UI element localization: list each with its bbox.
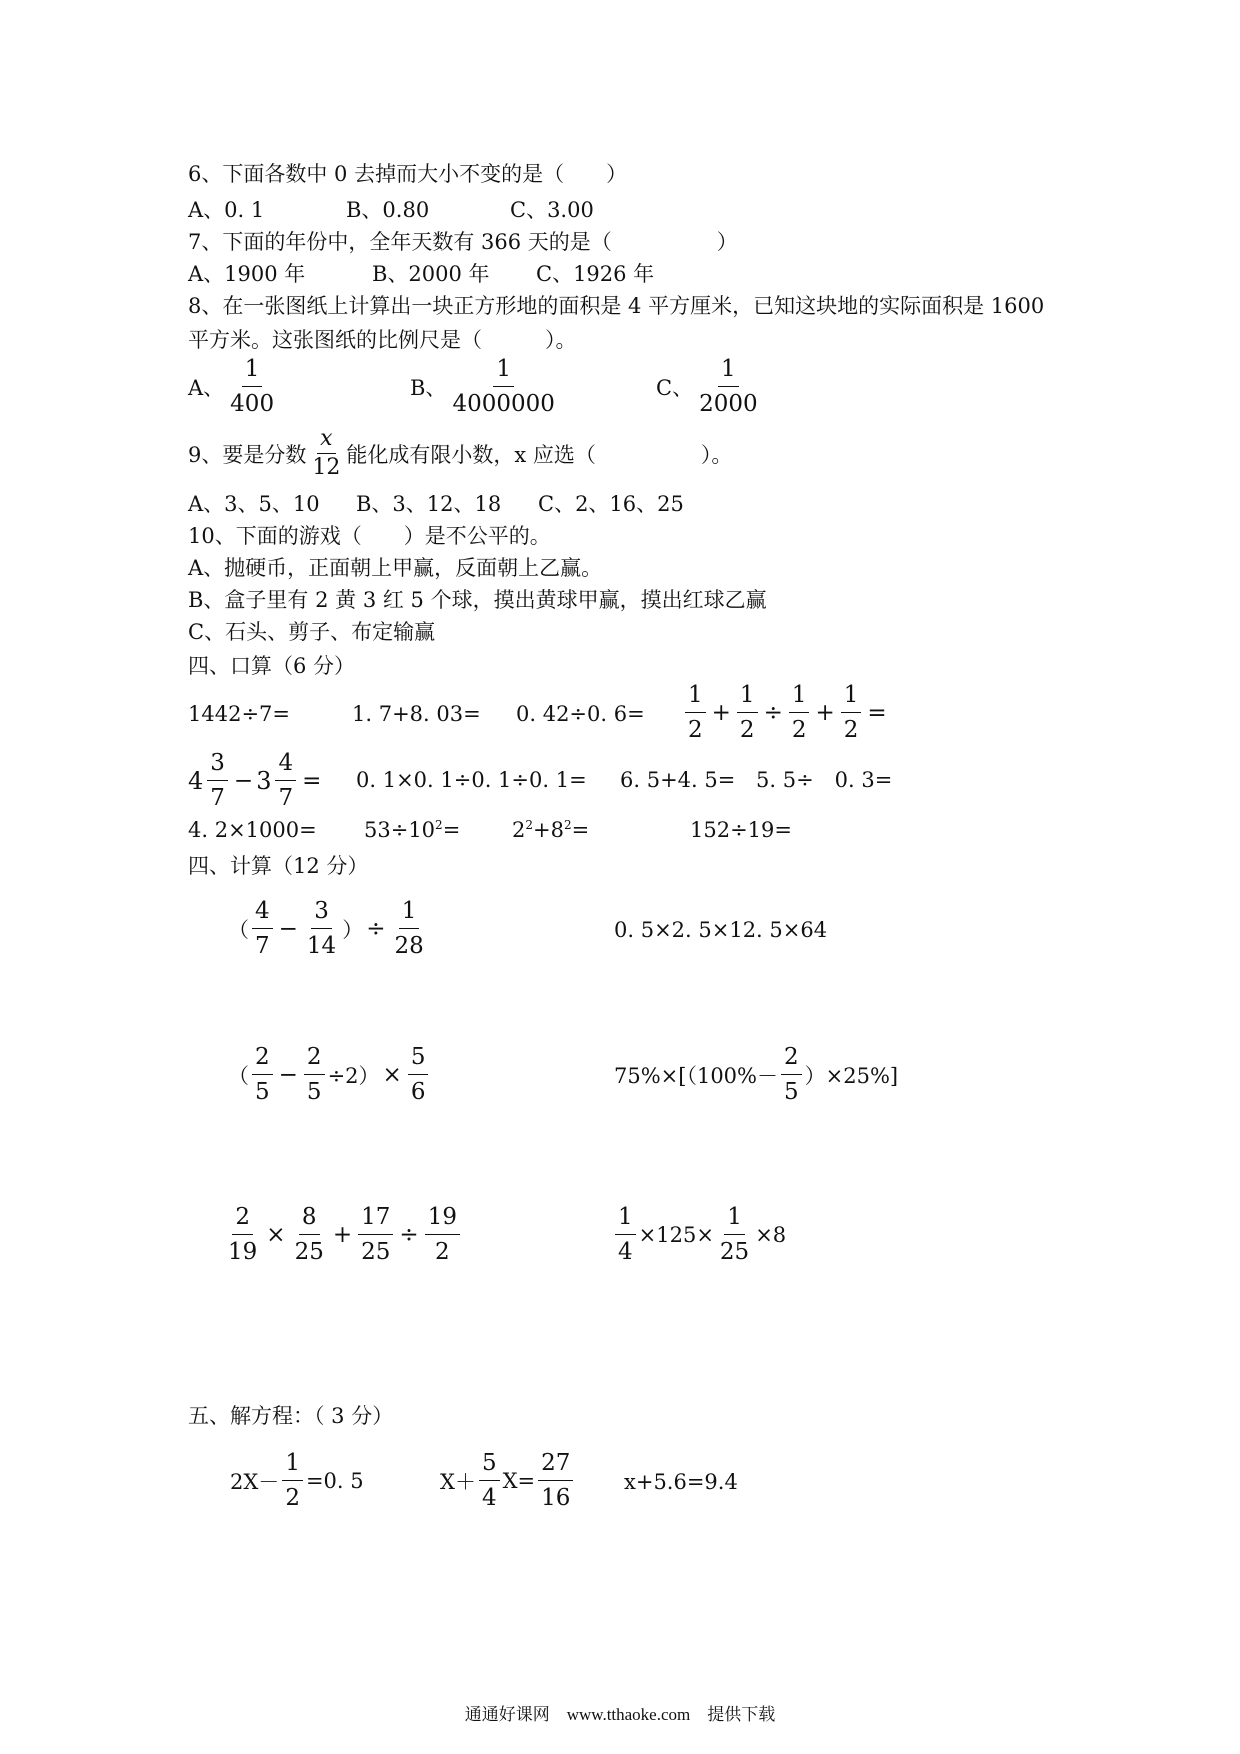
option-label: A、 bbox=[188, 376, 225, 400]
calc-expr-1: （ $\frac{4}{7}$ − $\frac{3}{14}$ ） ÷ $\frac{1}{28}$ bbox=[228, 898, 424, 959]
q9-stem: 9、要是分数 $\frac{x}{12}$ 能化成有限小数，x 应选（ ）。 bbox=[188, 426, 733, 480]
q9-option-b: B、3、12、18 bbox=[356, 492, 502, 516]
calc-expr-6: $\frac{1}{4}$ ×125× $\frac{1}{25}$ ×8 bbox=[612, 1206, 786, 1264]
q7-option-c: C、1926 年 bbox=[536, 262, 655, 286]
calc-expr-2: 0. 5×2. 5×12. 5×64 bbox=[614, 918, 828, 942]
eq-1: 2X－ $\frac{1}{2}$ =0. 5 bbox=[230, 1450, 364, 1511]
oral-item: 5. 5÷ 0. 3= bbox=[756, 768, 893, 792]
q7-option-a: A、1900 年 bbox=[188, 262, 306, 286]
eq-3: x+5.6=9.4 bbox=[624, 1470, 738, 1494]
q6-option-c: C、3.00 bbox=[510, 198, 594, 222]
oral-item-halves: $\frac{1}{2}$ + $\frac{1}{2}$ ÷ $\frac{1}{2}$ + $\frac{1}{2}$ = bbox=[682, 684, 890, 742]
option-label: B、 bbox=[410, 376, 447, 400]
oral-item-squares: $2^2+8^2=$ bbox=[512, 818, 590, 842]
q8-stem-line1: 8、在一张图纸上计算出一块正方形地的面积是 4 平方厘米，已知这块地的实际面积是 1600 bbox=[188, 294, 1045, 318]
fraction: $\frac{1}{2000}$ bbox=[699, 356, 758, 417]
oral-item: 1. 7+8. 03= bbox=[352, 702, 481, 726]
option-label: C、 bbox=[656, 376, 694, 400]
fraction: $\frac{1}{4000000}$ bbox=[452, 356, 555, 417]
eq-heading: 五、解方程：（ 3 分） bbox=[188, 1404, 394, 1428]
q8-option-b bbox=[410, 358, 561, 416]
q8-stem-line2: 平方米。这张图纸的比例尺是（ ）。 bbox=[188, 328, 577, 352]
q7-option-b: B、2000 年 bbox=[372, 262, 490, 286]
oral-item-mixed: 4 $\frac{3}{7}$ − 3 $\frac{4}{7}$ = bbox=[188, 750, 322, 811]
q8-option-a bbox=[188, 358, 280, 416]
q10-option-a: A、抛硬币，正面朝上甲赢，反面朝上乙赢。 bbox=[188, 556, 603, 580]
footer-credit: 通通好课网 www.tthaoke.com 提供下载 bbox=[464, 1705, 776, 1724]
fraction: $\frac{1}{400}$ bbox=[230, 356, 275, 417]
q10-option-c: C、石头、剪子、布定输赢 bbox=[188, 620, 436, 644]
calc-expr-3: （ $\frac{2}{5}$ − $\frac{2}{5}$ ÷2） × $\frac{5}{6}$ bbox=[228, 1046, 431, 1104]
calc-heading: 四、计算（12 分） bbox=[188, 854, 369, 878]
q8-option-c bbox=[656, 358, 764, 416]
q6-option-b: B、0.80 bbox=[346, 198, 430, 222]
q6-stem: 6、下面各数中 0 去掉而大小不变的是（ ） bbox=[188, 162, 628, 186]
oral-item: 6. 5+4. 5= bbox=[620, 768, 736, 792]
q10-option-b: B、盒子里有 2 黄 3 红 5 个球，摸出黄球甲赢，摸出红球乙赢 bbox=[188, 588, 767, 612]
oral-item: 0. 1×0. 1÷0. 1÷0. 1= bbox=[356, 768, 587, 792]
q6-option-a: A、0. 1 bbox=[188, 198, 265, 222]
oral-item: 1442÷7= bbox=[188, 702, 290, 726]
q7-stem: 7、下面的年份中，全年天数有 366 天的是（ ） bbox=[188, 230, 738, 254]
oral-item: 152÷19= bbox=[690, 818, 792, 842]
q10-stem: 10、下面的游戏（ ）是不公平的。 bbox=[188, 524, 551, 548]
oral-item: 4. 2×1000= bbox=[188, 818, 317, 842]
calc-expr-4: 75%×[（100%－ $\frac{2}{5}$ ）×25%] bbox=[614, 1044, 899, 1105]
eq-2: X＋ $\frac{5}{4}$ X= $\frac{27}{16}$ bbox=[440, 1452, 576, 1510]
q9-option-c: C、2、16、25 bbox=[538, 492, 684, 516]
fraction-x-over-12: $\frac{x}{12}$ bbox=[312, 426, 341, 480]
calc-expr-5: $\frac{2}{19}$ × $\frac{8}{25}$ + $\frac{17}{25}$ ÷ $\frac{19}{2}$ bbox=[222, 1206, 463, 1264]
q9-option-a: A、3、5、10 bbox=[188, 492, 320, 516]
oral-item: 0. 42÷0. 6= bbox=[516, 702, 645, 726]
oral-item-power: $53\div 10^2=$ bbox=[364, 818, 461, 842]
oral-heading: 四、口算（6 分） bbox=[188, 654, 356, 678]
